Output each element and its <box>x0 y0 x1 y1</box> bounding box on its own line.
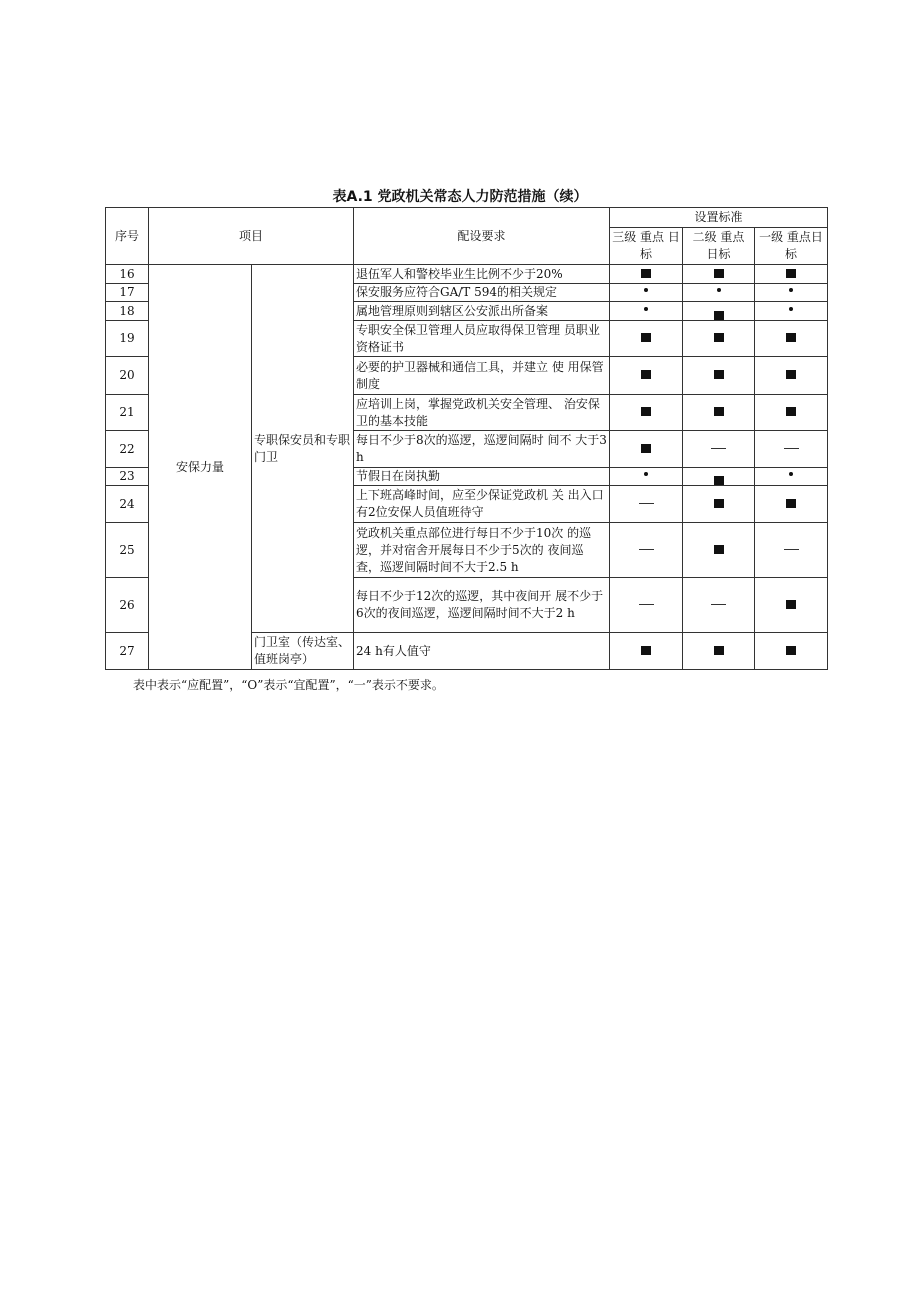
row-requirement: 专职安全保卫管理人员应取得保卫管理 员职业资格证书 <box>354 321 610 357</box>
row-requirement: 保安服务应符合GA/T 594的相关规定 <box>354 284 610 302</box>
mark-cell <box>755 302 828 321</box>
mark-cell <box>610 431 683 468</box>
row-seq: 25 <box>106 523 149 578</box>
mark-cell <box>610 357 683 395</box>
row-seq: 26 <box>106 578 149 633</box>
recommended-dot-icon <box>717 288 721 292</box>
mark-cell <box>610 578 683 633</box>
recommended-dot-icon <box>644 472 648 476</box>
mark-cell <box>755 578 828 633</box>
required-square-icon <box>714 407 724 416</box>
required-square-icon <box>641 333 651 342</box>
mark-cell <box>755 486 828 523</box>
recommended-dot-icon <box>644 288 648 292</box>
recommended-dot-icon <box>789 307 793 311</box>
row-seq: 19 <box>106 321 149 357</box>
subcategory-gate-cell: 门卫室（传达室、 值班岗亭） <box>252 633 354 670</box>
required-square-icon <box>714 333 724 342</box>
recommended-dot-icon <box>789 472 793 476</box>
mark-cell <box>683 633 755 670</box>
mark-cell <box>610 321 683 357</box>
mark-cell <box>755 395 828 431</box>
mark-cell <box>683 578 755 633</box>
required-square-icon <box>786 600 796 609</box>
mark-cell <box>610 395 683 431</box>
mark-cell <box>610 265 683 284</box>
table-title: 表A.1 党政机关常态人力防范措施（续） <box>332 189 588 205</box>
required-square-icon <box>786 269 796 278</box>
required-square-icon <box>641 646 651 655</box>
mark-cell <box>683 321 755 357</box>
required-square-icon <box>786 333 796 342</box>
mark-cell <box>610 468 683 486</box>
required-square-icon <box>786 499 796 508</box>
mark-cell <box>610 633 683 670</box>
required-square-icon <box>714 370 724 379</box>
required-square-icon <box>714 476 724 485</box>
row-requirement: 每日不少于8次的巡逻，巡逻间隔时 间不 大于3 h <box>354 431 610 468</box>
mark-cell <box>755 321 828 357</box>
mark-cell <box>683 523 755 578</box>
mark-cell <box>683 431 755 468</box>
header-level3: 三级 重点 日标 <box>610 228 683 265</box>
row-requirement: 应培训上岗，掌握党政机关安全管理、 治安保卫的基本技能 <box>354 395 610 431</box>
not-required-dash-icon <box>711 448 726 449</box>
required-square-icon <box>714 269 724 278</box>
required-square-icon <box>786 370 796 379</box>
row-requirement: 上下班高峰时间，应至少保证党政机 关 出入口有2位安保人员值班待守 <box>354 486 610 523</box>
mark-cell <box>610 284 683 302</box>
mark-cell <box>755 284 828 302</box>
mark-cell <box>610 486 683 523</box>
measures-table <box>105 207 828 670</box>
row-seq: 21 <box>106 395 149 431</box>
header-seq: 序号 <box>106 208 149 265</box>
row-seq: 18 <box>106 302 149 321</box>
mark-cell <box>755 431 828 468</box>
required-square-icon <box>641 444 651 453</box>
row-requirement: 必要的护卫器械和通信工具，并建立 使 用保管制度 <box>354 357 610 395</box>
not-required-dash-icon <box>639 549 654 550</box>
mark-cell <box>683 284 755 302</box>
not-required-dash-icon <box>639 503 654 504</box>
required-square-icon <box>714 545 724 554</box>
not-required-dash-icon <box>784 549 799 550</box>
mark-cell <box>755 633 828 670</box>
mark-cell <box>683 265 755 284</box>
required-square-icon <box>641 407 651 416</box>
row-seq: 17 <box>106 284 149 302</box>
required-square-icon <box>641 370 651 379</box>
required-square-icon <box>786 646 796 655</box>
row-seq: 16 <box>106 265 149 284</box>
mark-cell <box>610 302 683 321</box>
header-standard: 设置标准 <box>610 208 828 228</box>
mark-cell <box>683 486 755 523</box>
row-requirement: 退伍军人和警校毕业生比例不少于20% <box>354 265 610 284</box>
row-seq: 24 <box>106 486 149 523</box>
required-square-icon <box>714 499 724 508</box>
not-required-dash-icon <box>639 604 654 605</box>
required-square-icon <box>714 311 724 320</box>
required-square-icon <box>786 407 796 416</box>
row-requirement: 每日不少于12次的巡逻，其中夜间开 展不少于6次的夜间巡逻，巡逻间隔时间不大于2 h <box>354 578 610 633</box>
mark-cell <box>683 468 755 486</box>
recommended-dot-icon <box>644 307 648 311</box>
row-seq: 20 <box>106 357 149 395</box>
required-square-icon <box>714 646 724 655</box>
mark-cell <box>755 468 828 486</box>
recommended-dot-icon <box>789 288 793 292</box>
row-seq: 27 <box>106 633 149 670</box>
mark-cell <box>610 523 683 578</box>
table-row <box>106 265 828 284</box>
category-cell: 安保力量 <box>149 265 252 670</box>
subcategory-guard-cell: 专职保安员和专职门卫 <box>252 265 354 633</box>
header-level2: 二级 重点 日标 <box>683 228 755 265</box>
mark-cell <box>683 302 755 321</box>
required-square-icon <box>641 269 651 278</box>
header-level1: 一级 重点日标 <box>755 228 828 265</box>
mark-cell <box>683 395 755 431</box>
row-requirement: 党政机关重点部位进行每日不少于10次 的巡逻，并对宿舍开展每日不少于5次的 夜间巡查，巡逻间隔时间不大于2.5 h <box>354 523 610 578</box>
mark-cell <box>755 265 828 284</box>
table-note: 表中表示“应配置”，“O”表示“宜配置”，“一”表示不要求。 <box>133 678 444 692</box>
mark-cell <box>755 357 828 395</box>
not-required-dash-icon <box>784 448 799 449</box>
row-requirement: 属地管理原则到辖区公安派出所备案 <box>354 302 610 321</box>
header-item: 项目 <box>149 208 354 265</box>
mark-cell <box>755 523 828 578</box>
row-requirement: 24 h有人值守 <box>354 633 610 670</box>
row-requirement: 节假日在岗执勤 <box>354 468 610 486</box>
mark-cell <box>683 357 755 395</box>
row-seq: 23 <box>106 468 149 486</box>
not-required-dash-icon <box>711 604 726 605</box>
row-seq: 22 <box>106 431 149 468</box>
header-requirement: 配设要求 <box>354 208 610 265</box>
